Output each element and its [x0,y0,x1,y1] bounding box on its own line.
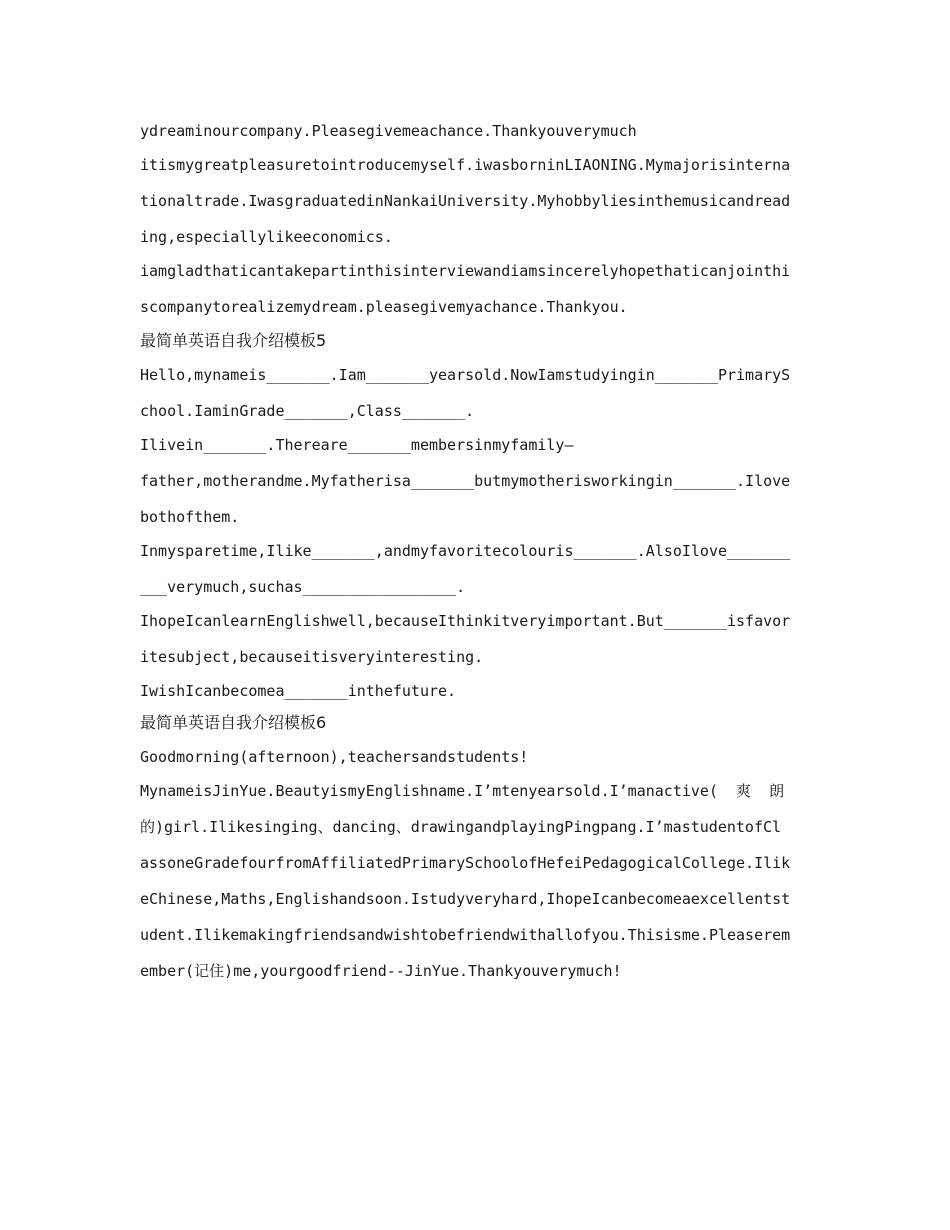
text-line-2: itismygreatpleasuretointroducemyself.iwasborninLIAONING.Mymajorisinterna [140,156,791,174]
text-line-25: ember(记住)me,yourgoodfriend--JinYue.Thankyouverymuch! [140,962,622,980]
text-line-24: udent.Ilikemakingfriendsandwishtobefriendwithallofyou.Thisisme.Pleaserem [140,926,791,944]
text-line-14: ___verymuch,suchas_________________. [140,578,466,596]
text-line-9: chool.IaminGrade_______,Class_______. [140,402,475,420]
text-line-20: MynameisJinYue.BeautyismyEnglishname.I’mtenyearsold.I’manactive( 爽 朗 [140,782,785,800]
text-line-11: father,motherandme.Myfatherisa_______butmymotherisworkingin_______.Ilove [140,472,791,490]
text-line-8: Hello,mynameis_______.Iam_______yearsold.NowIamstudyingin_______PrimaryS [140,366,791,384]
text-line-16: itesubject,becauseitisveryinteresting. [140,648,484,666]
text-line-4: ing,especiallylikeeconomics. [140,228,393,246]
text-line-22: assoneGradefourfromAffiliatedPrimarySchoolofHefeiPedagogicalCollege.Ilik [140,854,791,872]
text-line-12: bothofthem. [140,508,240,526]
text-line-6: scompanytorealizemydream.pleasegivemyachance.Thankyou. [140,298,628,316]
text-line-15: IhopeIcanlearnEnglishwell,becauseIthinkitveryimportant.But_______isfavor [140,612,791,630]
text-line-17: IwishIcanbecomea_______inthefuture. [140,682,457,700]
section-heading-template-6: 最简单英语自我介绍模板6 [140,713,327,732]
text-line-5: iamgladthaticantakepartinthisinterviewandiamsincerelyhopethaticanjointhi [140,262,791,280]
text-line-10: Ilivein_______.Thereare_______membersinmyfamily— [140,436,574,454]
text-line-23: eChinese,Maths,Englishandsoon.Istudyveryhard,IhopeIcanbecomeaexcellentst [140,890,791,908]
section-heading-template-5: 最简单英语自我介绍模板5 [140,331,327,350]
text-line-13: Inmysparetime,Ilike_______,andmyfavoritecolouris_______.AlsoIlove_______ [140,542,791,560]
text-line-1: ydreaminourcompany.Pleasegivemeachance.Thankyouverymuch [140,122,637,140]
text-line-21: 的)girl.Ilikesinging、dancing、drawingandplayingPingpang.I’mastudentofCl [140,818,782,836]
text-line-3: tionaltrade.IwasgraduatedinNankaiUniversity.Myhobbyliesinthemusicandread [140,192,791,210]
text-line-19: Goodmorning(afternoon),teachersandstudents! [140,748,529,766]
